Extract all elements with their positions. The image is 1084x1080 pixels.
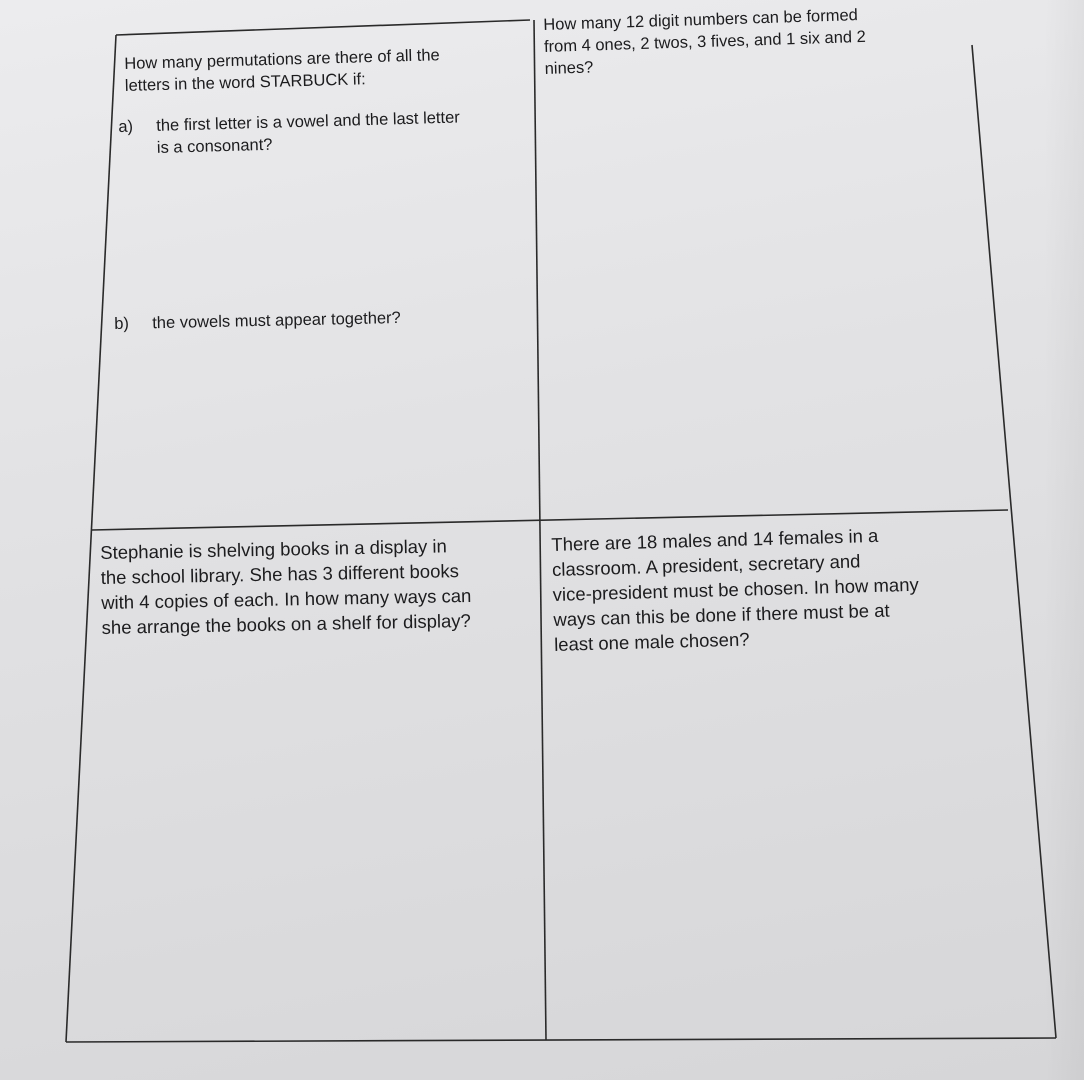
table-border-bottom xyxy=(66,1038,1056,1042)
books-line-3: with 4 copies of each. In how many ways can xyxy=(100,584,472,613)
part-a-line-2: is a consonant? xyxy=(156,135,273,157)
digits-line-3: nines? xyxy=(544,58,594,78)
part-a-line-1: the first letter is a vowel and the last letter xyxy=(156,108,460,135)
table-column-divider xyxy=(534,20,546,1040)
officers-line-3: vice-president must be chosen. In how many xyxy=(552,573,919,605)
digits-line-2: from 4 ones, 2 twos, 3 fives, and 1 six and 2 xyxy=(543,27,867,56)
digit-numbers-question xyxy=(543,1,965,80)
table-border-left xyxy=(66,35,116,1042)
books-line-1: Stephanie is shelving books in a display in xyxy=(100,535,447,563)
digits-line-1: How many 12 digit numbers can be formed xyxy=(543,6,859,34)
books-line-4: she arrange the books on a shelf for display? xyxy=(101,609,472,638)
part-a-label: a) xyxy=(118,117,134,136)
officers-line-4: ways can this be done if there must be at xyxy=(553,599,890,630)
intro-line-2: letters in the word STARBUCK if: xyxy=(124,70,366,95)
class-officers-question xyxy=(551,519,1014,657)
part-b-label: b) xyxy=(114,314,130,333)
books-question xyxy=(100,532,542,640)
part-b-line-1: the vowels must appear together? xyxy=(152,308,401,333)
officers-line-1: There are 18 males and 14 females in a xyxy=(551,524,879,555)
officers-line-5: least one male chosen? xyxy=(553,628,750,655)
officers-line-2: classroom. A president, secretary and xyxy=(551,550,861,580)
intro-line-1: How many permutations are there of all the xyxy=(124,46,440,73)
table-border-top xyxy=(116,20,530,35)
books-line-2: the school library. She has 3 different books xyxy=(100,560,460,588)
